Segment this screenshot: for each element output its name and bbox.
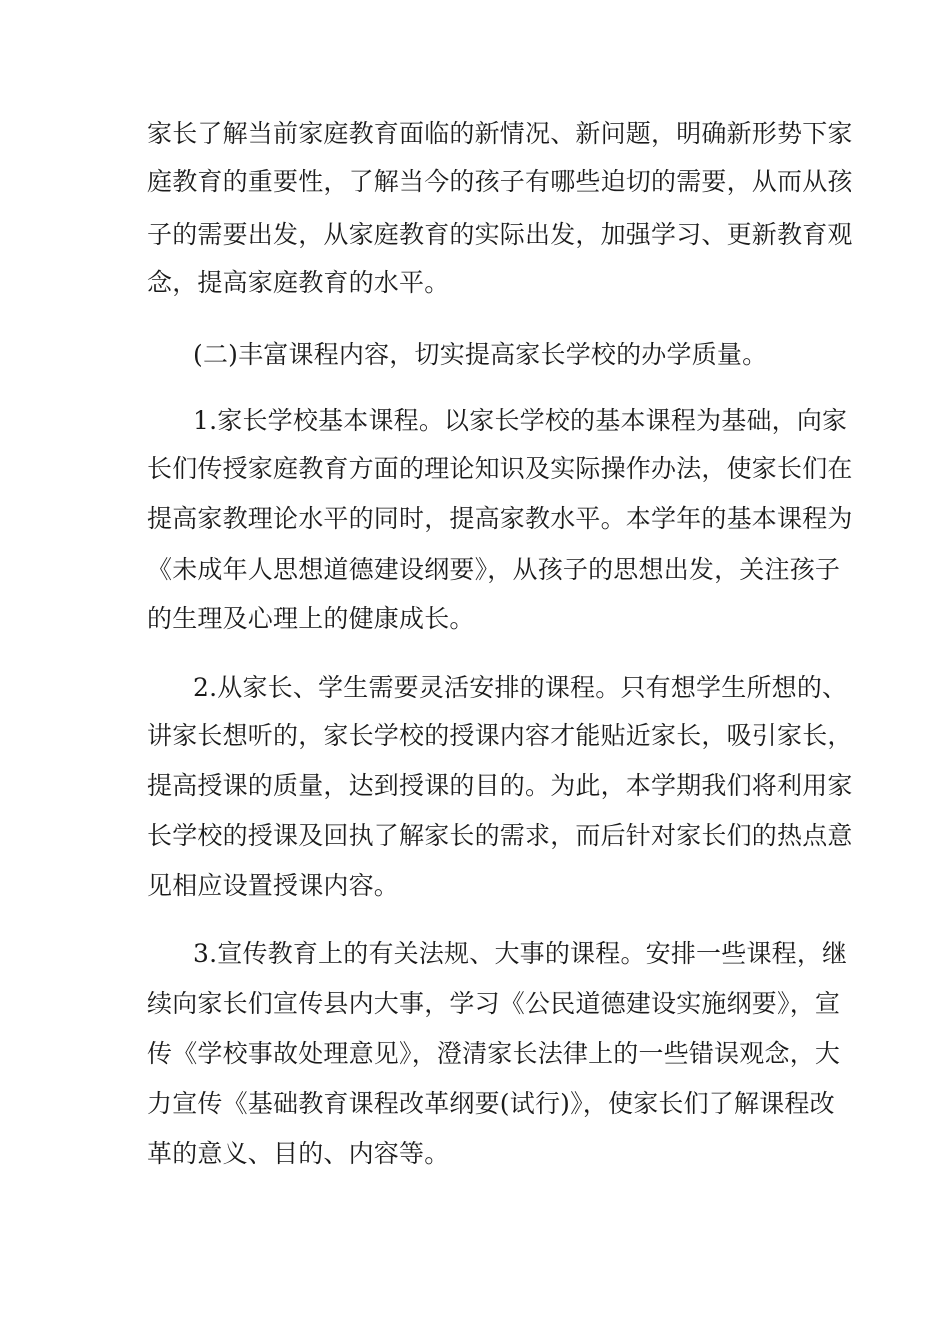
paragraph-line: 见相应设置授课内容。	[147, 871, 400, 900]
paragraph-line: 的生理及心理上的健康成长。	[147, 604, 475, 633]
paragraph-line: 子的需要出发，从家庭教育的实际出发，加强学习、更新教育观	[147, 220, 853, 249]
paragraph-line: 续向家长们宣传县内大事，学习《公民道德建设实施纲要》，宣	[147, 989, 841, 1018]
paragraph-line: 革的意义、目的、内容等。	[147, 1139, 450, 1168]
paragraph-line: 2.从家长、学生需要灵活安排的课程。只有想学生所想的、	[193, 673, 848, 702]
paragraph-line: 讲家长想听的，家长学校的授课内容才能贴近家长，吸引家长，	[147, 721, 853, 750]
paragraph-line: 提高家教理论水平的同时，提高家教水平。本学年的基本课程为	[147, 504, 853, 533]
paragraph-line: 1.家长学校基本课程。以家长学校的基本课程为基础，向家	[193, 406, 848, 435]
paragraph-line: 庭教育的重要性，了解当今的孩子有哪些迫切的需要，从而从孩	[147, 167, 853, 196]
paragraph-line: 3.宣传教育上的有关法规、大事的课程。安排一些课程，继	[193, 939, 848, 968]
paragraph-line: 长们传授家庭教育方面的理论知识及实际操作办法，使家长们在	[147, 454, 853, 483]
paragraph-line: 家长了解当前家庭教育面临的新情况、新问题，明确新形势下家	[147, 119, 853, 148]
paragraph-line: 念，提高家庭教育的水平。	[147, 268, 450, 297]
heading-line: (二)丰富课程内容，切实提高家长学校的办学质量。	[193, 340, 768, 369]
paragraph-line: 长学校的授课及回执了解家长的需求，而后针对家长们的热点意	[147, 821, 853, 850]
paragraph-line: 传《学校事故处理意见》，澄清家长法律上的一些错误观念，大	[147, 1039, 841, 1068]
paragraph-line: 力宣传《基础教育课程改革纲要(试行)》，使家长们了解课程改	[147, 1089, 835, 1118]
paragraph-line: 提高授课的质量，达到授课的目的。为此，本学期我们将利用家	[147, 771, 853, 800]
paragraph-line: 《未成年人思想道德建设纲要》，从孩子的思想出发，关注孩子	[147, 555, 841, 584]
